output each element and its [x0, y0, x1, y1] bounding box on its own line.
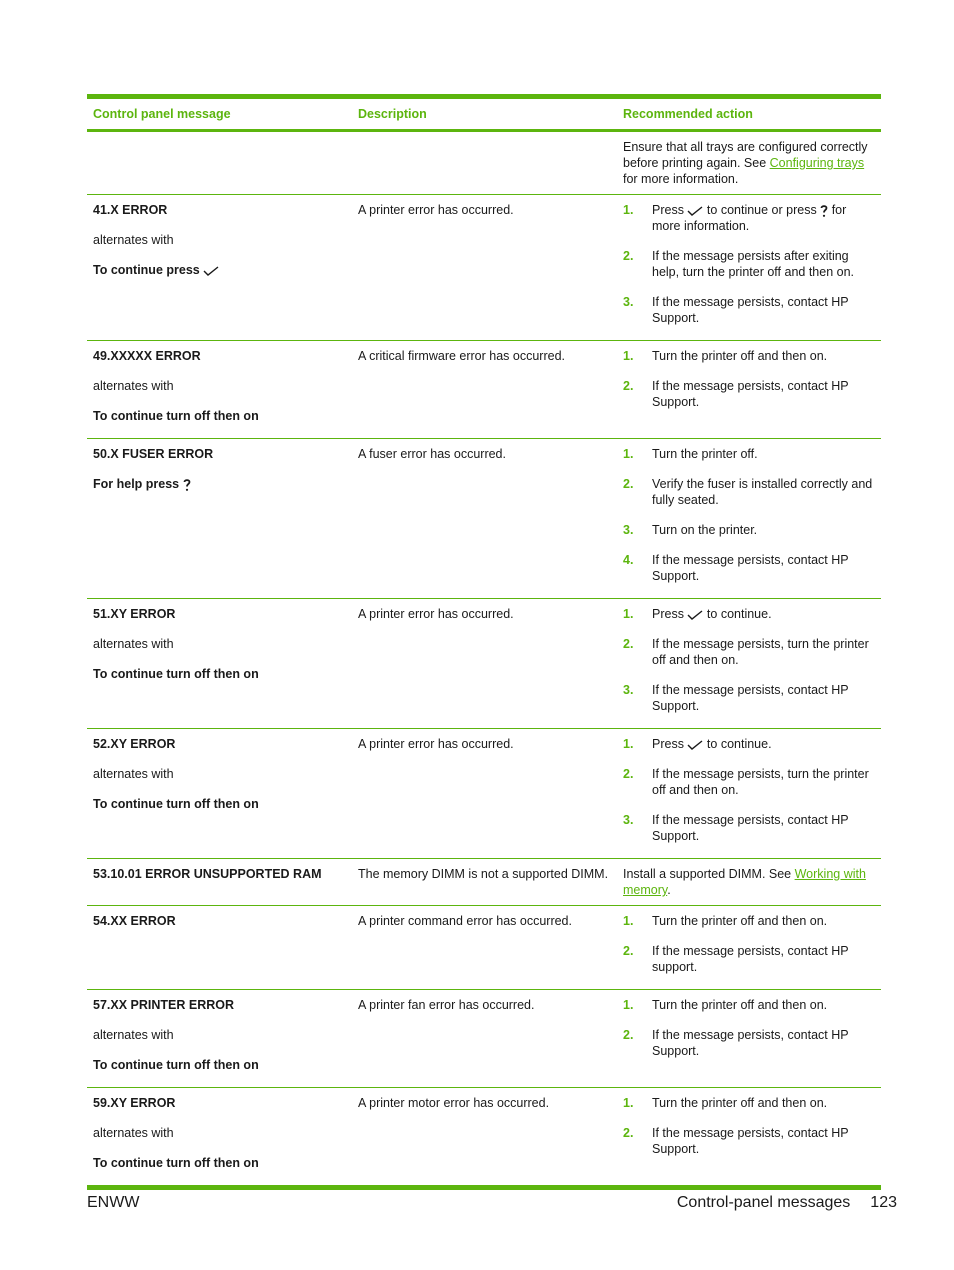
step-number: 1. — [623, 1096, 634, 1110]
action-cell — [617, 990, 881, 1087]
step-number: 2. — [623, 249, 634, 263]
description-cell — [352, 132, 617, 194]
step-number: 3. — [623, 683, 634, 697]
action-step — [623, 943, 875, 975]
step-text-content: If the message persists, contact HP Support. — [652, 1028, 849, 1058]
step-number: 1. — [623, 607, 634, 621]
action-text-pre: Ensure that all trays are configured correctly before printing again. See — [623, 140, 868, 170]
message-line — [93, 1095, 346, 1111]
message-text: alternates with — [93, 1028, 174, 1042]
step-text-post: for more information. — [652, 203, 847, 233]
message-cell — [87, 1088, 352, 1185]
check-icon — [687, 740, 703, 750]
page-number: 123 — [870, 1194, 897, 1211]
table-row — [87, 438, 881, 598]
message-line — [93, 766, 346, 782]
message-text: alternates with — [93, 233, 174, 247]
action-cell — [617, 132, 881, 194]
description-cell: A fuser error has occurred. — [358, 447, 506, 461]
description-cell: The memory DIMM is not a supported DIMM. — [358, 867, 609, 881]
cross-reference-link[interactable]: Configuring trays — [769, 156, 865, 170]
help-icon — [183, 478, 191, 492]
table-row — [87, 728, 881, 858]
message-line — [93, 262, 346, 278]
step-number: 2. — [623, 1028, 634, 1042]
step-text — [652, 476, 875, 508]
action-step — [623, 552, 875, 584]
help-icon — [820, 204, 828, 218]
message-line — [93, 997, 346, 1013]
message-text: To continue press — [93, 263, 200, 277]
step-text-content: If the message persists, contact HP Support. — [652, 295, 849, 325]
action-step — [623, 378, 875, 410]
action-step — [623, 1095, 875, 1111]
message-text: 50.X FUSER ERROR — [93, 447, 214, 461]
step-number: 4. — [623, 553, 634, 567]
action-text — [623, 139, 875, 187]
step-text-post: to continue. — [706, 607, 772, 621]
step-number: 1. — [623, 914, 634, 928]
header-control-panel-message: Control panel message — [93, 107, 231, 121]
cross-reference-link[interactable]: Working with memory — [623, 867, 866, 897]
step-number: 2. — [623, 379, 634, 393]
table-body — [87, 132, 881, 1185]
step-text-content: If the message persists after exiting help, turn the printer off and then on. — [652, 249, 854, 279]
message-text: 41.X ERROR — [93, 203, 168, 217]
message-line — [93, 1057, 346, 1073]
step-number: 1. — [623, 998, 634, 1012]
action-cell — [617, 341, 881, 438]
step-text — [652, 943, 875, 975]
table-row — [87, 132, 881, 194]
table-row — [87, 194, 881, 340]
description-cell: A printer command error has occurred. — [358, 914, 572, 928]
header-recommended-action: Recommended action — [623, 107, 753, 121]
step-text — [652, 636, 875, 668]
step-text-mid: to continue or press — [706, 203, 817, 217]
message-line — [93, 348, 346, 364]
message-line — [93, 866, 346, 882]
message-text: alternates with — [93, 1126, 174, 1140]
step-text-content: If the message persists, contact HP Support. — [652, 379, 849, 409]
message-line — [93, 736, 346, 752]
message-text: 59.XY ERROR — [93, 1096, 176, 1110]
message-text: 52.XY ERROR — [93, 737, 176, 751]
step-number: 2. — [623, 944, 634, 958]
message-text: 53.10.01 ERROR UNSUPPORTED RAM — [93, 867, 322, 881]
action-cell — [617, 906, 881, 989]
description-cell: A printer error has occurred. — [358, 607, 514, 621]
step-number: 1. — [623, 349, 634, 363]
step-number: 2. — [623, 767, 634, 781]
table-row — [87, 858, 881, 905]
step-text-content: Turn the printer off and then on. — [652, 1096, 828, 1110]
step-number: 3. — [623, 813, 634, 827]
message-cell — [87, 859, 352, 905]
description-cell: A printer fan error has occurred. — [358, 998, 535, 1012]
message-line — [93, 606, 346, 622]
message-line — [93, 1155, 346, 1171]
message-line — [93, 232, 346, 248]
step-text — [652, 913, 875, 929]
action-text-post: for more information. — [623, 172, 739, 186]
action-cell — [617, 859, 881, 905]
step-text-content: If the message persists, contact HP Support. — [652, 683, 849, 713]
step-text-content: Turn the printer off and then on. — [652, 914, 828, 928]
step-text — [652, 1027, 875, 1059]
message-text: 57.XX PRINTER ERROR — [93, 998, 235, 1012]
action-step — [623, 636, 875, 668]
header-description: Description — [358, 107, 427, 121]
message-text: To continue turn off then on — [93, 409, 259, 423]
step-text — [652, 552, 875, 584]
step-text — [652, 248, 875, 280]
step-text — [652, 766, 875, 798]
message-line — [93, 202, 346, 218]
step-text-pre: Press — [652, 737, 684, 751]
step-number: 1. — [623, 203, 634, 217]
step-number: 1. — [623, 737, 634, 751]
message-text: To continue turn off then on — [93, 1058, 259, 1072]
message-text: 49.XXXXX ERROR — [93, 349, 201, 363]
action-step — [623, 682, 875, 714]
message-cell — [87, 906, 352, 989]
message-text: To continue turn off then on — [93, 797, 259, 811]
step-text-pre: Press — [652, 607, 684, 621]
message-text: alternates with — [93, 767, 174, 781]
message-line — [93, 476, 346, 492]
action-step — [623, 913, 875, 929]
step-number: 2. — [623, 477, 634, 491]
action-text-pre: Install a supported DIMM. See — [623, 867, 795, 881]
step-text — [652, 522, 875, 538]
step-text-content: If the message persists, contact HP Support. — [652, 553, 849, 583]
action-cell — [617, 599, 881, 728]
step-text — [652, 736, 875, 752]
action-cell — [617, 439, 881, 598]
step-number: 2. — [623, 1126, 634, 1140]
message-line — [93, 378, 346, 394]
step-text-content: If the message persists, contact HP Support. — [652, 813, 849, 843]
step-text — [652, 294, 875, 326]
action-cell — [617, 195, 881, 340]
table-row — [87, 1087, 881, 1185]
step-text — [652, 997, 875, 1013]
message-cell — [87, 990, 352, 1087]
action-step — [623, 446, 875, 462]
step-number: 2. — [623, 637, 634, 651]
message-cell — [87, 195, 352, 340]
table-row — [87, 989, 881, 1087]
action-step — [623, 736, 875, 752]
message-cell — [87, 439, 352, 598]
step-text-content: Turn the printer off and then on. — [652, 349, 828, 363]
message-line — [93, 796, 346, 812]
step-text — [652, 812, 875, 844]
action-step — [623, 606, 875, 622]
message-line — [93, 408, 346, 424]
action-step — [623, 294, 875, 326]
step-text-post: to continue. — [706, 737, 772, 751]
step-text-content: If the message persists, turn the printer off and then on. — [652, 767, 869, 797]
step-text-content: Turn the printer off and then on. — [652, 998, 828, 1012]
check-icon — [203, 266, 219, 276]
step-text — [652, 1095, 875, 1111]
action-step — [623, 1125, 875, 1157]
message-cell — [87, 599, 352, 728]
action-step — [623, 348, 875, 364]
step-text — [652, 348, 875, 364]
message-line — [93, 636, 346, 652]
step-text-pre: Press — [652, 203, 684, 217]
action-cell — [617, 1088, 881, 1185]
table-row — [87, 905, 881, 989]
action-text — [623, 866, 875, 898]
action-step — [623, 522, 875, 538]
step-text-content: If the message persists, turn the printer off and then on. — [652, 637, 869, 667]
step-number: 1. — [623, 447, 634, 461]
step-text-content: Turn on the printer. — [652, 523, 758, 537]
footer-section-title: Control-panel messages — [676, 1194, 851, 1211]
step-text — [652, 202, 875, 234]
message-text: For help press — [93, 477, 180, 491]
step-text-content: If the message persists, contact HP support. — [652, 944, 849, 974]
step-text — [652, 446, 875, 462]
table-row — [87, 340, 881, 438]
step-text-content: Verify the fuser is installed correctly and fully seated. — [652, 477, 873, 507]
action-step — [623, 997, 875, 1013]
step-text — [652, 378, 875, 410]
message-cell — [87, 341, 352, 438]
message-line — [93, 913, 346, 929]
message-line — [93, 1125, 346, 1141]
step-text-content: If the message persists, contact HP Support. — [652, 1126, 849, 1156]
message-text: 54.XX ERROR — [93, 914, 176, 928]
message-text: alternates with — [93, 637, 174, 651]
message-text: To continue turn off then on — [93, 667, 259, 681]
description-cell: A critical firmware error has occurred. — [358, 349, 566, 363]
message-text: alternates with — [93, 379, 174, 393]
action-step — [623, 812, 875, 844]
action-step — [623, 248, 875, 280]
action-step — [623, 202, 875, 234]
description-cell: A printer error has occurred. — [358, 203, 514, 217]
message-cell — [87, 132, 352, 194]
action-step — [623, 766, 875, 798]
footer-left: ENWW — [87, 1194, 140, 1211]
table-header — [87, 99, 881, 132]
table-row — [87, 598, 881, 728]
step-text — [652, 1125, 875, 1157]
description-cell: A printer motor error has occurred. — [358, 1096, 550, 1110]
step-text — [652, 606, 875, 622]
action-text-post: . — [667, 883, 671, 897]
error-messages-table — [87, 94, 881, 1190]
step-text-content: Turn the printer off. — [652, 447, 758, 461]
message-line — [93, 446, 346, 462]
message-text: To continue turn off then on — [93, 1156, 259, 1170]
step-number: 3. — [623, 523, 634, 537]
step-number: 3. — [623, 295, 634, 309]
action-cell — [617, 729, 881, 858]
check-icon — [687, 610, 703, 620]
step-text — [652, 682, 875, 714]
message-text: 51.XY ERROR — [93, 607, 176, 621]
message-line — [93, 1027, 346, 1043]
action-step — [623, 476, 875, 508]
message-cell — [87, 729, 352, 858]
message-line — [93, 666, 346, 682]
check-icon — [687, 206, 703, 216]
footer-right — [677, 1194, 897, 1212]
action-step — [623, 1027, 875, 1059]
description-cell: A printer error has occurred. — [358, 737, 514, 751]
